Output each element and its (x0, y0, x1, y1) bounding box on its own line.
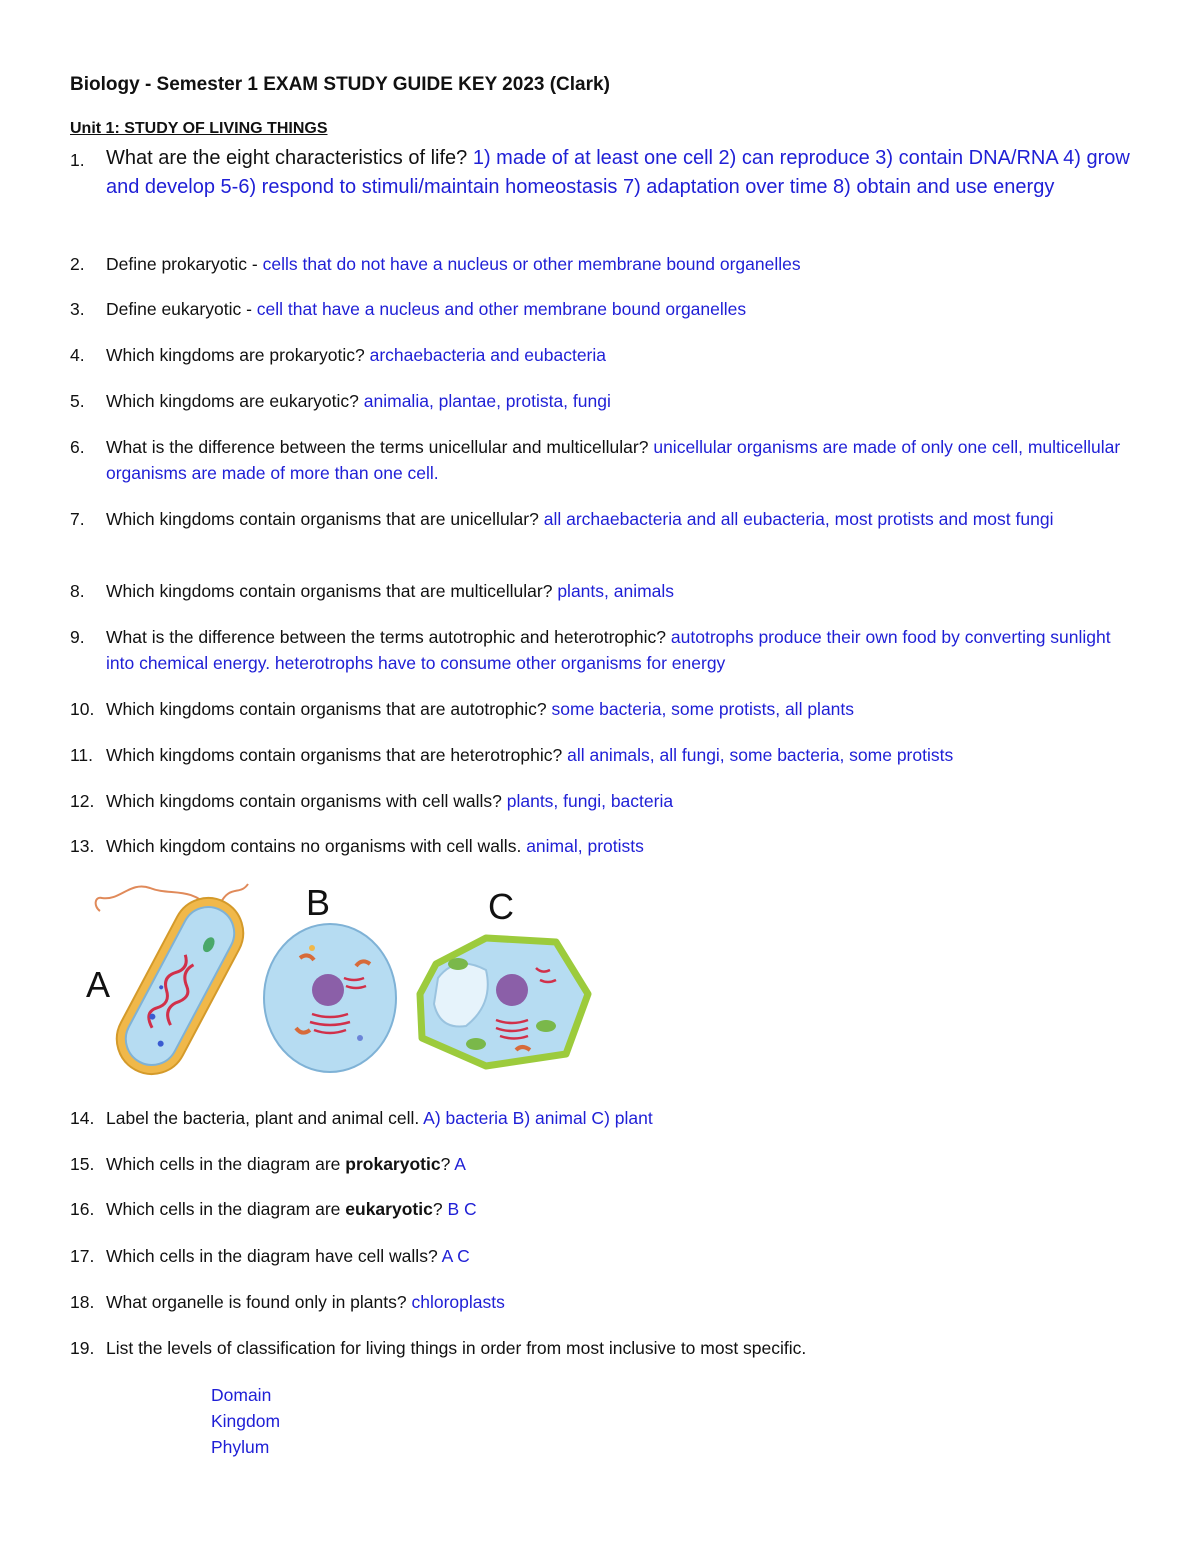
question-text: What are the eight characteristics of life? (106, 147, 468, 169)
unit-heading: Unit 1: STUDY OF LIVING THINGS (70, 120, 328, 137)
answer-text: animalia, plantae, protista, fungi (363, 391, 611, 411)
question-14 (70, 1105, 1140, 1131)
question-6 (70, 434, 1140, 486)
answer-text: cell that have a nucleus and other membrane bound organelles (256, 299, 747, 319)
answer-text: all archaebacteria and all eubacteria, most protists and most fungi (543, 509, 1054, 529)
question-keyword: eukaryotic (345, 1199, 433, 1219)
question-number: 13. (70, 836, 95, 856)
question-3 (70, 296, 1140, 322)
question-7 (70, 506, 1140, 532)
question-13 (70, 833, 1140, 859)
answer-text: 1) made of at least one cell 2) can reproduce 3) contain DNA/RNA 4) grow and develop 5-6) respond to stimuli/maintain homeostasis 7) adaptation over time 8) obtain and use energy (106, 147, 1130, 198)
answer-text: A C (441, 1246, 470, 1266)
question-text: Label the bacteria, plant and animal cell. (106, 1108, 420, 1128)
answer-text: cells that do not have a nucleus or other membrane bound organelles (262, 254, 801, 274)
question-text: Which kingdoms contain organisms that are heterotrophic? (106, 745, 563, 765)
classification-level: Kingdom (211, 1411, 281, 1431)
classification-level: Phylum (211, 1437, 270, 1457)
question-number: 7. (70, 509, 85, 529)
question-punct: ? (432, 1199, 443, 1219)
question-10 (70, 696, 1140, 722)
question-number: 1. (70, 150, 85, 170)
question-12 (70, 788, 1140, 814)
question-4 (70, 342, 1140, 368)
plant-cell-illustration (416, 934, 592, 1070)
animal-cell-illustration (260, 918, 400, 1076)
question-text: Which cells in the diagram are (106, 1154, 341, 1174)
question-text: What is the difference between the terms unicellular and multicellular? (106, 437, 649, 457)
question-number: 14. (70, 1108, 95, 1128)
question-number: 2. (70, 254, 85, 274)
answer-text: unicellular organisms are made of only one cell, multicellular organisms are made of more than one cell. (106, 437, 1121, 483)
question-text: Which kingdoms are eukaryotic? (106, 391, 359, 411)
question-number: 12. (70, 791, 95, 811)
question-text: Which kingdoms contain organisms with cell walls? (106, 791, 502, 811)
question-5 (70, 388, 1140, 414)
figure-label-c: C (488, 886, 514, 927)
question-number: 6. (70, 437, 85, 457)
question-17 (70, 1243, 1140, 1269)
question-text: Define prokaryotic - (106, 254, 258, 274)
question-15 (70, 1151, 1140, 1177)
classification-list (211, 1382, 280, 1460)
answer-text: A (454, 1154, 466, 1174)
answer-text: all animals, all fungi, some bacteria, some protists (567, 745, 954, 765)
answer-text: B C (447, 1199, 477, 1219)
question-text: What organelle is found only in plants? (106, 1292, 407, 1312)
question-number: 16. (70, 1199, 95, 1219)
question-text: Which kingdoms contain organisms that are multicellular? (106, 581, 553, 601)
answer-text: plants, animals (557, 581, 675, 601)
question-number: 10. (70, 699, 95, 719)
question-number: 18. (70, 1292, 95, 1312)
answer-text: chloroplasts (411, 1292, 505, 1312)
question-punct: ? (440, 1154, 451, 1174)
question-text: Which kingdoms contain organisms that are autotrophic? (106, 699, 547, 719)
question-18 (70, 1289, 1140, 1315)
question-number: 11. (70, 745, 94, 765)
question-keyword: prokaryotic (345, 1154, 441, 1174)
figure-label-b: B (306, 882, 331, 923)
question-2 (70, 251, 1140, 277)
answer-text: some bacteria, some protists, all plants (551, 699, 855, 719)
question-text: Which kingdoms are prokaryotic? (106, 345, 365, 365)
question-text: Which kingdom contains no organisms with cell walls. (106, 836, 522, 856)
question-number: 9. (70, 627, 85, 647)
question-number: 3. (70, 299, 85, 319)
answer-text: plants, fungi, bacteria (506, 791, 674, 811)
question-16 (70, 1196, 1140, 1222)
bacteria-cell-illustration (90, 876, 260, 1076)
answer-text: autotrophs produce their own food by converting sunlight into chemical energy. heterotrophs have to consume other organisms for energy (106, 627, 1111, 673)
question-number: 8. (70, 581, 85, 601)
question-number: 15. (70, 1154, 95, 1174)
question-text: Which cells in the diagram have cell walls? (106, 1246, 438, 1266)
question-19 (70, 1335, 1140, 1361)
question-11 (70, 742, 1140, 768)
question-9 (70, 624, 1140, 676)
question-text: List the levels of classification for living things in order from most inclusive to most specific. (106, 1338, 807, 1358)
page-title: Biology - Semester 1 EXAM STUDY GUIDE KEY 2023 (Clark) (70, 74, 610, 95)
question-number: 4. (70, 345, 85, 365)
cell-diagram (80, 876, 600, 1076)
classification-level: Domain (211, 1385, 272, 1405)
question-8 (70, 578, 1140, 604)
question-text: Which cells in the diagram are (106, 1199, 341, 1219)
question-number: 17. (70, 1246, 95, 1266)
question-text: What is the difference between the terms autotrophic and heterotrophic? (106, 627, 667, 647)
answer-text: archaebacteria and eubacteria (369, 345, 607, 365)
answer-text: A) bacteria B) animal C) plant (423, 1108, 653, 1128)
question-number: 5. (70, 391, 85, 411)
question-1 (70, 144, 1140, 202)
question-text: Define eukaryotic - (106, 299, 252, 319)
question-number: 19. (70, 1338, 95, 1358)
answer-text: animal, protists (526, 836, 644, 856)
figure-label-a: A (86, 964, 111, 1005)
question-text: Which kingdoms contain organisms that are unicellular? (106, 509, 539, 529)
